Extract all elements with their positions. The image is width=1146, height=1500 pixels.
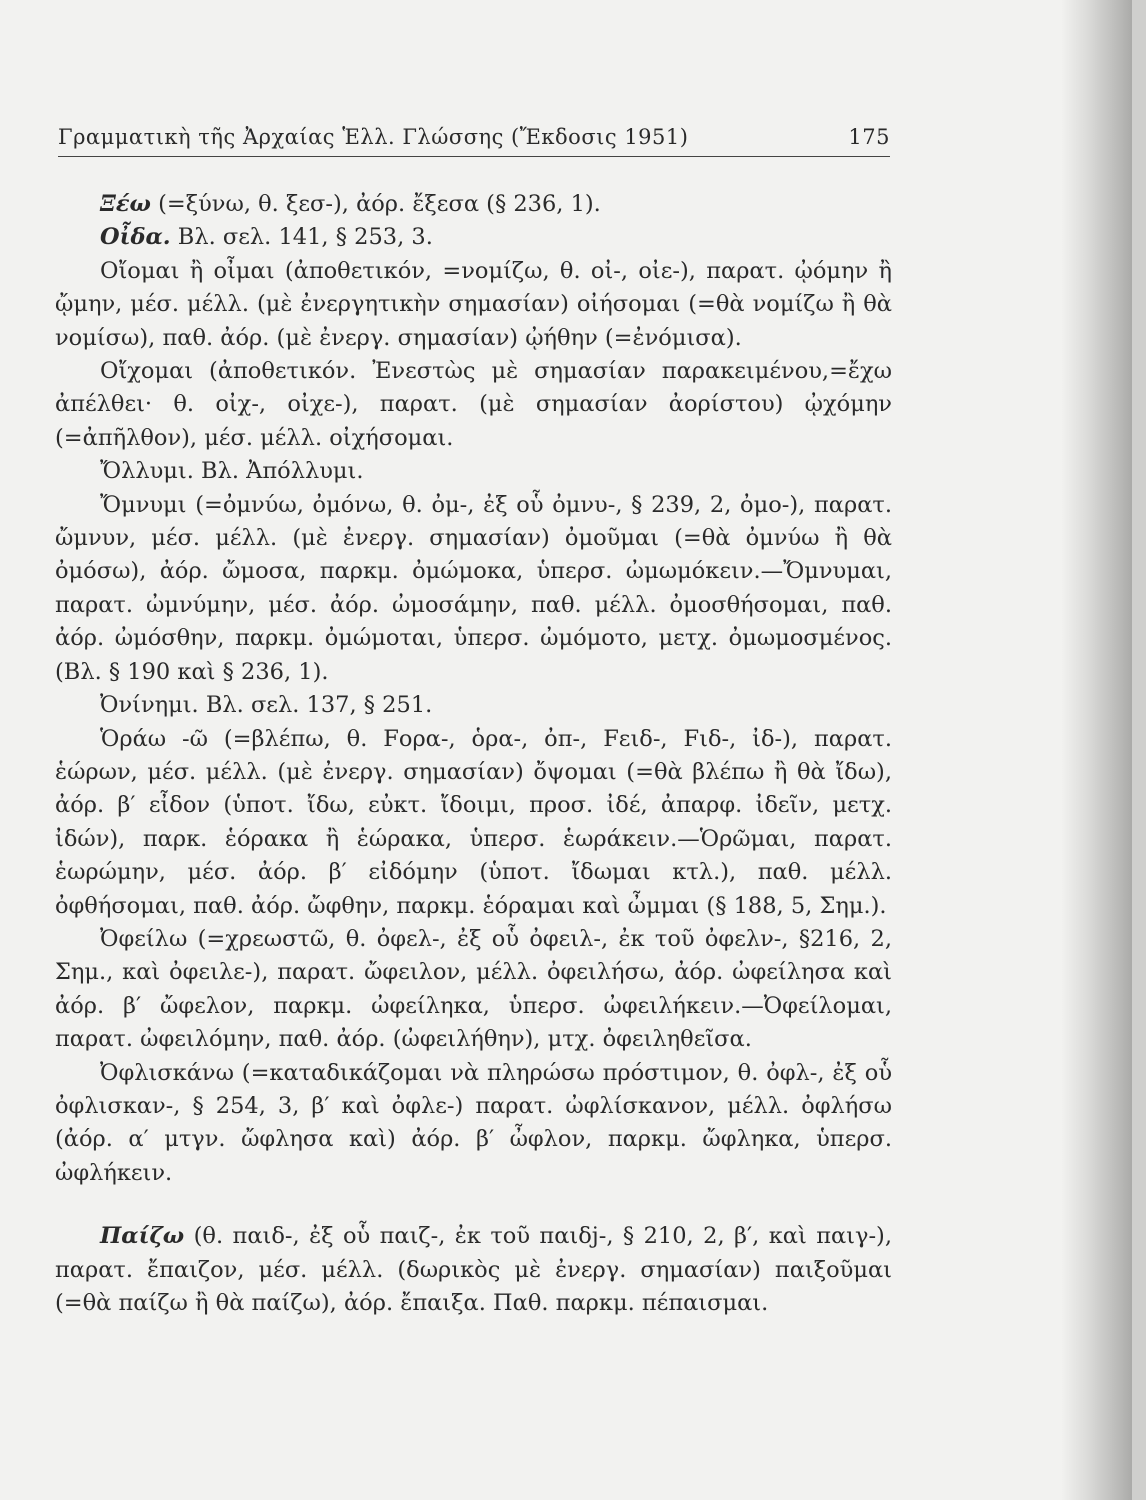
entry-text: Οἴομαι ἢ οἶμαι (ἀποθετικόν, =νομίζω, θ. οἰ-, οἰε-), παρατ. ᾠόμην ἢ ᾤμην, μέσ. μέλλ. (μὲ ἐνεργητικὴν σημασίαν) οἰήσομαι (=θὰ νομίζω ἢ θὰ νομίσω), παθ. ἀόρ. (μὲ ἐνεργ. σημασίαν) ᾠήθην (=ἐνόμισα). xyxy=(55,257,892,351)
entry-text: (=ξύνω, θ. ξεσ-), ἀόρ. ἔξεσα (§ 236, 1). xyxy=(150,191,601,217)
entry-text: Οἴχομαι (ἀποθετικόν. Ἐνεστὼς μὲ σημασίαν παρακειμένου,=ἔχω ἀπέλθει· θ. οἰχ-, οἰχε-), παρατ. (μὲ σημασίαν ἀορίστου) ᾠχόμην (=ἀπῆλθον), μέσ. μέλλ. οἰχήσομαι. xyxy=(55,358,892,451)
running-header xyxy=(58,122,890,157)
entry-paizo xyxy=(55,1220,892,1320)
entry-ollymi xyxy=(55,455,892,488)
entry-text: Βλ. σελ. 141, § 253, 3. xyxy=(170,224,433,251)
entry-oiomai xyxy=(55,255,892,355)
page-edge xyxy=(1132,0,1146,1500)
entry-text: Ὀφλισκάνω (=καταδικάζομαι νὰ πληρώσω πρόστιμον, θ. ὀφλ-, ἐξ οὗ ὀφλισκαν-, § 254, 3, β′ καὶ ὀφλε-) παρατ. ὠφλίσκανον, μέλλ. ὀφλήσω (ἀόρ. α′ μτγν. ὤφλησα καὶ) ἀόρ. β′ ὦφλον, παρκμ. ὤφληκα, ὑπερσ. ὠφλήκειν. xyxy=(55,1059,892,1186)
entry-oida xyxy=(55,221,892,254)
entry-ophliskano xyxy=(55,1057,892,1191)
entry-headword: Οἶδα. xyxy=(100,224,171,251)
entry-headword: Παίζω xyxy=(100,1223,185,1250)
entry-text: Ὀφείλω (=χρεωστῶ, θ. ὀφελ-, ἐξ οὗ ὀφειλ-, ἐκ τοῦ ὀφελν-, §216, 2, Σημ., καὶ ὀφειλε-), παρατ. ὤφειλον, μέλλ. ὀφειλήσω, ἀόρ. ὠφείλησα καὶ ἀόρ. β′ ὤφελον, παρκμ. ὠφείληκα, ὑπερσ. ὠφειλήκειν.—Ὀφείλομαι, παρατ. ὠφειλόμην, παθ. ἀόρ. (ὠφειλήθην), μτχ. ὀφειληθεῖσα. xyxy=(55,925,892,1053)
entry-text: Ὄμνυμι (=ὀμνύω, ὀμόνω, θ. ὀμ-, ἐξ οὗ ὀμνυ-, § 239, 2, ὀμο-), παρατ. ὤμνυν, μέσ. μέλλ. (μὲ ἐνεργ. σημασίαν) ὀμοῦμαι (=θὰ ὀμνύω ἢ θὰ ὀμόσω), ἀόρ. ὤμοσα, παρκμ. ὀμώμοκα, ὑπερσ. ὠμωμόκειν.—Ὄμνυμαι, παρατ. ὠμνύμην, μέσ. ἀόρ. ὠμοσάμην, παθ. μέλλ. ὀμοσθήσομαι, παθ. ἀόρ. ὠμόσθην, παρκμ. ὀμώμοται, ὑπερσ. ὠμόμοτο, μετχ. ὀμωμοσμένος. (Βλ. § 190 καὶ § 236, 1). xyxy=(55,491,892,685)
dictionary-entries xyxy=(55,188,892,1320)
entry-xeo xyxy=(55,188,892,221)
entry-omnymi xyxy=(55,489,892,689)
entry-text: Ὄλλυμι. Βλ. Ἀπόλλυμι. xyxy=(100,458,364,485)
entry-text: Ὀνίνημι. Βλ. σελ. 137, § 251. xyxy=(100,692,433,719)
entry-horao xyxy=(55,723,892,923)
entry-oninemi xyxy=(55,689,892,722)
entry-opheilo xyxy=(55,923,892,1057)
entry-text: Ὁράω -ῶ (=βλέπω, θ. Fορα-, ὁρα-, ὀπ-, Fειδ-, Fιδ-, ἰδ-), παρατ. ἑώρων, μέσ. μέλλ. (μὲ ἐνεργ. σημασίαν) ὄψομαι (=θὰ βλέπω ἢ θὰ ἴδω), ἀόρ. β′ εἶδον (ὑποτ. ἴδω, εὐκτ. ἴδοιμι, προσ. ἰδέ, ἀπαρφ. ἰδεῖν, μετχ. ἰδών), παρκ. ἑόρακα ἢ ἑώρακα, ὑπερσ. ἑωράκειν.—Ὁρῶμαι, παρατ. ἑωρώμην, μέσ. ἀόρ. β′ εἰδόμην (ὑποτ. ἴδωμαι κτλ.), παθ. μέλλ. ὀφθήσομαι, παθ. ἀόρ. ὤφθην, παρκμ. ἑόραμαι καὶ ὦμμαι (§ 188, 5, Σημ.). xyxy=(55,725,892,919)
page-number: 175 xyxy=(848,125,890,149)
header-title: Γραμματικὴ τῆς Ἀρχαίας Ἑλλ. Γλώσσης (Ἔκδοσις 1951) xyxy=(58,125,689,149)
entry-headword: Ξέω xyxy=(100,191,151,217)
entry-oichomai xyxy=(55,355,892,455)
entry-text: (θ. παιδ-, ἐξ οὗ παιζ-, ἐκ τοῦ παιδj-, § 210, 2, β′, καὶ παιγ-), παρατ. ἔπαιζον, μέσ. μέλλ. (δωρικὸς μὲ ἐνεργ. σημασίαν) παιξοῦμαι (=θὰ παίζω ἢ θὰ παίζω), ἀόρ. ἔπαιξα. Παθ. παρκμ. πέπαισμαι. xyxy=(55,1223,892,1316)
